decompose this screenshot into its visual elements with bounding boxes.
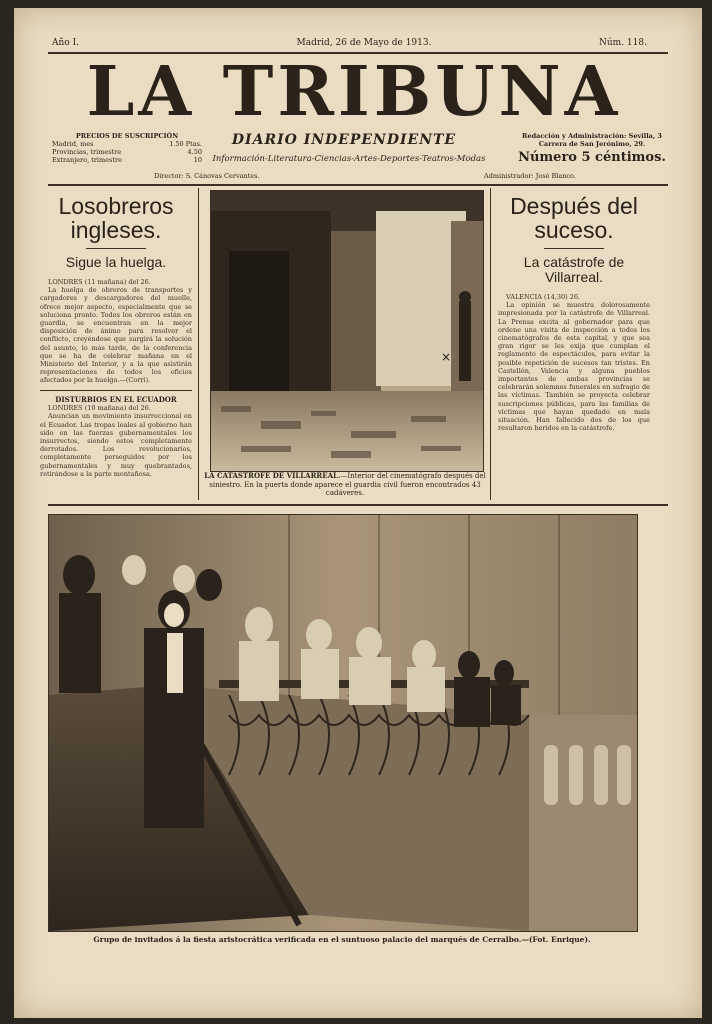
price-row: [52, 148, 202, 156]
masthead-bottom-rule: [48, 184, 668, 186]
price-per-issue: Número 5 céntimos.: [518, 150, 666, 165]
left-article: [40, 194, 192, 480]
caption-text: —Interior del cinematógrafo después del siniestro. En la puerta donde aparece el guardia civil fueron encontrados 43 cadáveres.: [209, 472, 486, 497]
main-photo-caption: Grupo de invitados á la fiesta aristocrática verificada en el suntuoso palacio del marqués de Cerralbo.—(Fot. Enrique).: [93, 935, 591, 944]
divider: [86, 248, 146, 249]
column-divider: [198, 188, 199, 500]
right-body: La opinión se muestra dolorosamente impresionada por la catástrofe de Villarreal. La Prensa excita al gobernador para que ordene una visita de inspección a todos los cinematógrafos de esta capital, y que sea gran rigor se les exija que cumplan el reglamento de espectáculos, para evitar la posible repetición de sucesos tan tristes. En Castellón, Valencia y alguna pueblos importantes de ambas provincias se celebrarán solemnes funerales en sufragio de las víctimas. También se proyecta celebrar suscripciones públicas, para las familias de víctimas que hayan quedado en mala situación. Han fallecido dos de los que resultaron heridos en la catástrofe.: [498, 301, 650, 433]
section-rule: [48, 504, 668, 506]
left-headline: Losobreros ingleses.: [58, 193, 174, 243]
redaccion-address-2: Carrera de San Jerónimo, 29.: [538, 140, 646, 148]
sections-line: Información-Literatura-Ciencias-Artes-Deportes-Teatros-Modas: [212, 154, 486, 164]
left-dateline: LONDRES (11 mañana) del 26.: [48, 278, 151, 286]
divider: [40, 390, 192, 391]
left-subhead: Sigue la huelga.: [65, 254, 167, 270]
price-value: 10: [193, 156, 202, 164]
right-headline: Después del suceso.: [510, 193, 638, 243]
price-row: [52, 156, 202, 164]
subscription-prices: [52, 132, 202, 164]
right-dateline: VALENCIA (14,30) 26.: [506, 293, 581, 301]
column-divider: [490, 188, 491, 500]
redaccion-address: Redacción y Administración: Sevilla, 3: [522, 132, 662, 140]
price-row: [52, 140, 202, 148]
svg-text:×: ×: [441, 350, 452, 364]
caption-lead: LA CATÁSTROFE DE VILLARREAL.: [204, 471, 341, 480]
main-photo-illustration: [49, 515, 637, 931]
director-credit: Director: S. Cánovas Cervantes.: [154, 172, 260, 180]
left-body: La huelga de obreros de transportes y cargadores y descargadores del muelle, ofrece mejor aspecto, especialmente que se soluciona pronto. Todos los obreros están en guardia, se encuentran en la mejor disposición de ánimo para resolver el conflicto, creyéndose que surgirá la solución del asunto, lo más tarde, de la conferencia que se ha de celebrar mañana en el Ministerio del Interior, y a la que asistirán representaciones de todos los oficios afectados por la huelga.—(Corri).: [40, 286, 192, 385]
main-photo: [48, 514, 638, 932]
left-dateline-2: LONDRES (10 mañana) del 26.: [48, 404, 151, 413]
divider: [544, 248, 604, 249]
newspaper-page: [14, 8, 702, 1018]
price-label: Madrid, mes: [52, 140, 94, 148]
year-label: Año I.: [52, 38, 79, 48]
dateline: Madrid, 26 de Mayo de 1913.: [296, 38, 432, 48]
price-label: Extranjero, trimestre: [52, 156, 122, 164]
left-sub2: DISTURBIOS EN EL ECUADOR: [55, 395, 177, 405]
price-value: 1.50 Ptas.: [169, 140, 202, 148]
price-value: 4.50: [187, 148, 202, 156]
center-photo-caption: [200, 472, 490, 498]
right-subhead: La catástrofe de Villarreal.: [523, 254, 625, 285]
administrator-credit: Administrador: José Blanco.: [484, 172, 576, 180]
right-article: [498, 194, 650, 491]
villarreal-photo: [210, 190, 484, 472]
left-body-2: Anuncian un movimiento insurreccional en el Ecuador. Las tropas leales al gobierno han sido en las fuerzas gubernamentales los insurrectos, siendo estos completamente derrotados. Los revolucionarios, completamente perseguidos por los gubernamentales y muy quebrantados, retirándose a la parte montañosa.: [40, 412, 192, 478]
photo-illustration: [211, 191, 483, 471]
price-label: Provincias, trimestre: [52, 148, 122, 156]
subtitle: DIARIO INDEPENDIENTE: [231, 132, 457, 148]
issue-number: Núm. 118.: [599, 38, 647, 48]
masthead-title: LA TRIBUNA: [86, 52, 622, 132]
prices-title: PRECIOS DE SUSCRIPCIÓN: [75, 132, 179, 140]
